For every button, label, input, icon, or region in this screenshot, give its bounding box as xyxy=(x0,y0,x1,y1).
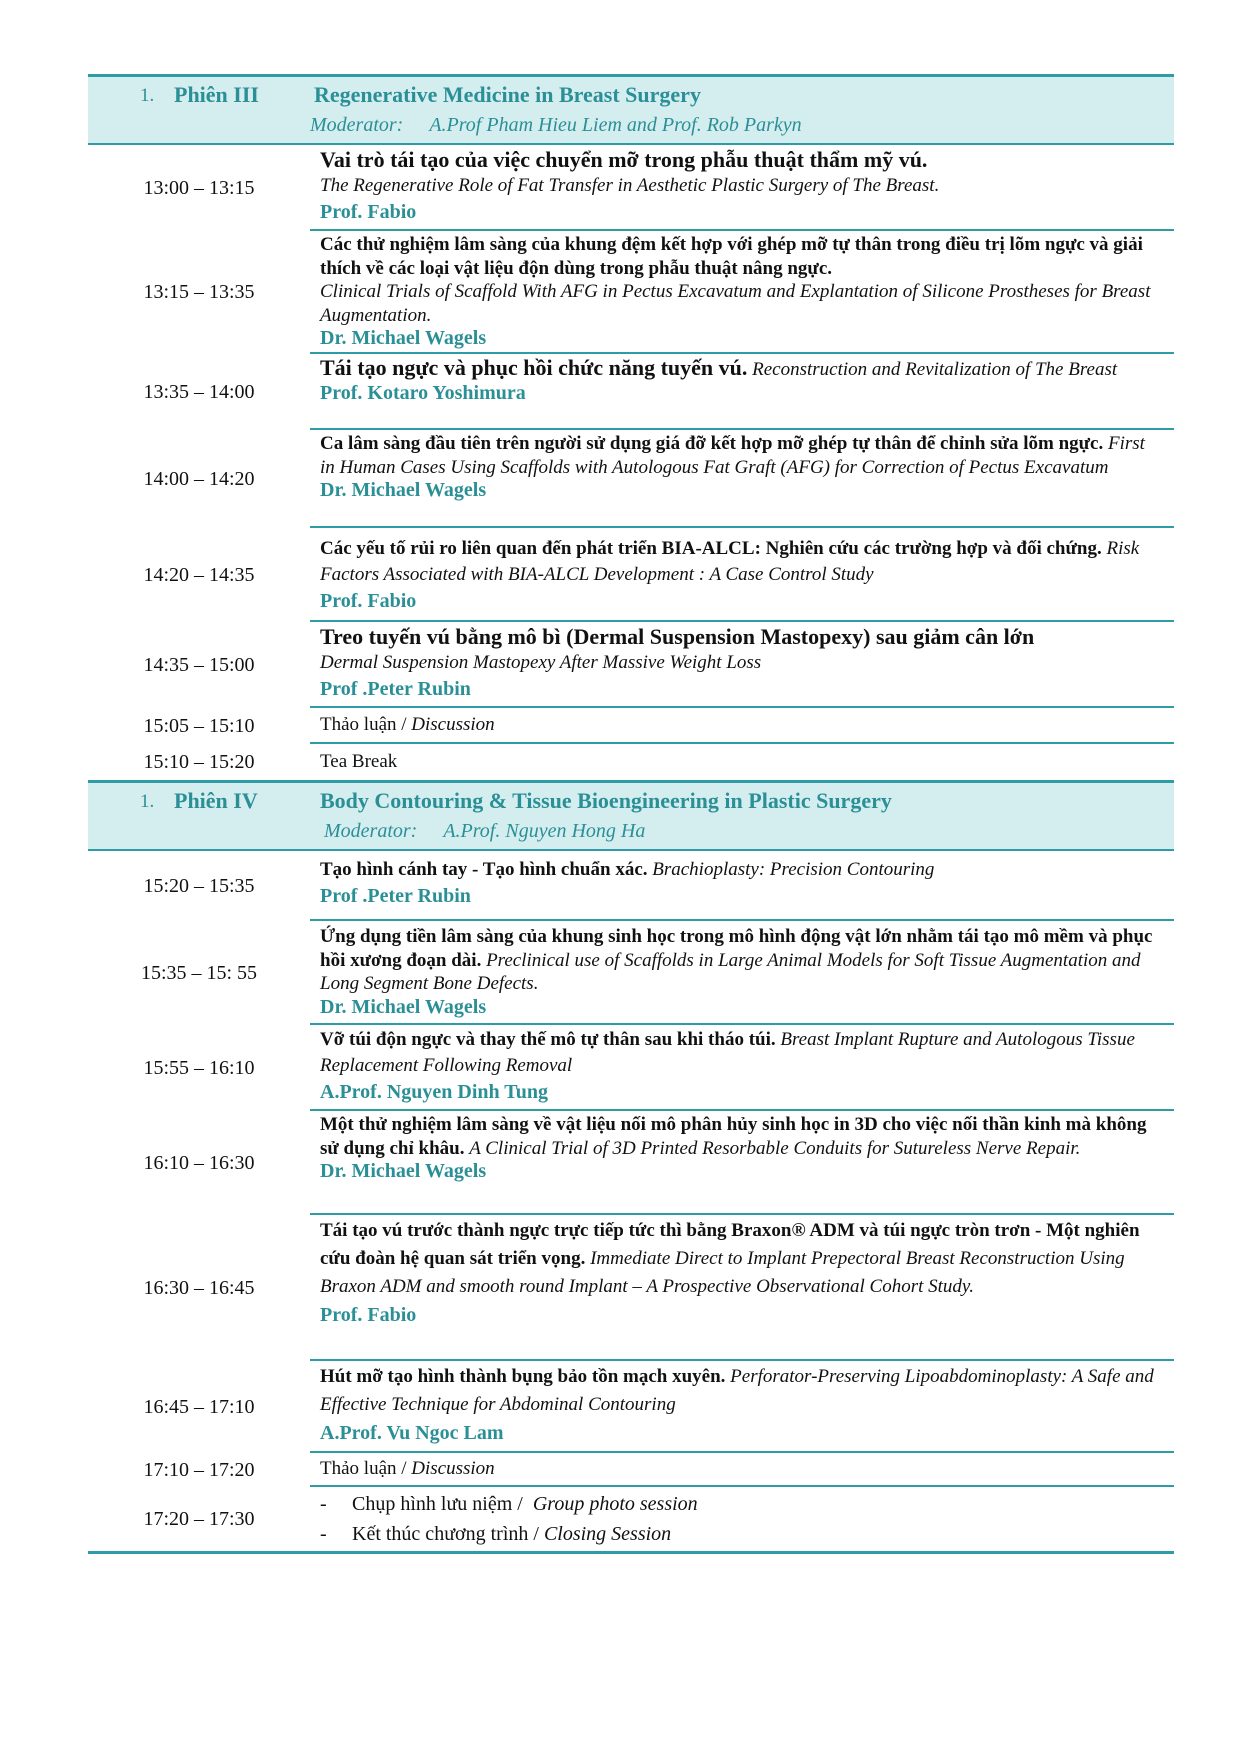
talk-time: 16:10 – 16:30 xyxy=(143,1151,255,1174)
talk-title-en: Reconstruction and Revitalization of The Breast xyxy=(752,359,1118,380)
session-header xyxy=(88,780,1174,851)
talk-speaker: Prof. Fabio xyxy=(320,590,417,612)
table-row xyxy=(88,354,1174,430)
talk-speaker: Dr. Michael Wagels xyxy=(320,479,487,501)
talk-time: 15:35 – 15: 55 xyxy=(140,961,258,984)
talk-time: 13:15 – 13:35 xyxy=(143,281,255,303)
closing-time: 17:20 – 17:30 xyxy=(143,1507,255,1530)
moderator-names: A.Prof. Nguyen Hong Ha xyxy=(443,820,646,842)
talk-time: 16:30 – 16:45 xyxy=(143,1276,255,1299)
table-row xyxy=(88,1215,1174,1361)
talk-time: 14:35 – 15:00 xyxy=(143,653,255,676)
discussion-cell xyxy=(310,708,1174,744)
table-row xyxy=(88,1111,1174,1215)
session-label: Phiên III xyxy=(174,82,259,107)
talk-title-en: Brachioplasty: Precision Contouring xyxy=(652,859,935,880)
moderator-label: Moderator: xyxy=(324,820,418,842)
closing-item-en: Closing Session xyxy=(543,1523,672,1545)
talk-title-en: Preclinical use of Scaffolds in Large Animal Models for Soft Tissue Augmentation and Long Segment Bone Defects. xyxy=(320,949,1141,994)
break-time: 15:10 – 15:20 xyxy=(143,750,255,773)
talk-time: 15:20 – 15:35 xyxy=(143,874,255,897)
talk-cell xyxy=(310,528,1174,622)
talk-title-en: Breast Implant Rupture and Autologous Tissue Replacement Following Removal xyxy=(320,1029,1135,1076)
talk-title-en: The Regenerative Role of Fat Transfer in Aesthetic Plastic Surgery of The Breast. xyxy=(320,175,940,196)
talk-time: 15:55 – 16:10 xyxy=(143,1056,255,1079)
program-schedule xyxy=(88,74,1174,1554)
table-row xyxy=(88,851,1174,921)
talk-speaker: A.Prof. Vu Ngoc Lam xyxy=(320,1422,504,1444)
talk-title-en: A Clinical Trial of 3D Printed Resorbable Conduits for Sutureless Nerve Repair. xyxy=(469,1137,1081,1159)
closing-item-en: Group photo session xyxy=(532,1493,698,1515)
closing-item-vi: Kết thúc chương trình / xyxy=(352,1523,539,1545)
talk-speaker: Prof. Fabio xyxy=(320,201,417,223)
talk-title-vi: Treo tuyến vú bằng mô bì (Dermal Suspension Mastopexy) sau giảm cân lớn xyxy=(320,624,1035,649)
table-row xyxy=(88,744,1174,780)
session-header xyxy=(88,74,1174,145)
table-row xyxy=(88,528,1174,622)
discussion-label-vi: Thảo luận / xyxy=(320,1458,407,1479)
talk-cell xyxy=(310,1361,1174,1453)
table-row xyxy=(88,1025,1174,1111)
talk-title-en: Dermal Suspension Mastopexy After Massive Weight Loss xyxy=(320,652,762,673)
talk-title-vi: Hút mỡ tạo hình thành bụng bảo tồn mạch xuyên. xyxy=(320,1366,726,1387)
table-row xyxy=(88,1487,1174,1554)
talk-time: 14:00 – 14:20 xyxy=(143,467,255,490)
moderator-names: A.Prof Pham Hieu Liem and Prof. Rob Parkyn xyxy=(429,114,802,136)
session-moderator xyxy=(324,820,645,843)
table-row xyxy=(88,430,1174,528)
talk-cell xyxy=(310,430,1174,528)
talk-title-en: Risk Factors Associated with BIA-ALCL Development : A Case Control Study xyxy=(320,538,1140,585)
talk-time: 16:45 – 17:10 xyxy=(143,1395,255,1418)
talk-speaker: A.Prof. Nguyen Dinh Tung xyxy=(320,1081,549,1103)
talk-title-vi: Vỡ túi độn ngực và thay thế mô tự thân sau khi tháo túi. xyxy=(320,1029,776,1050)
talk-speaker: Dr. Michael Wagels xyxy=(320,995,487,1018)
talk-title-vi: Tái tạo vú trước thành ngực trực tiếp tức thì bằng Braxon® ADM và túi ngực tròn trơn - Một nghiên cứu đoàn hệ quan sát triển vọng. xyxy=(320,1220,1140,1269)
talk-cell xyxy=(310,145,1174,231)
talk-cell xyxy=(310,851,1174,921)
talk-speaker: Prof. Fabio xyxy=(320,1304,417,1326)
session-title: Regenerative Medicine in Breast Surgery xyxy=(314,82,701,107)
talk-title-vi: Các yếu tố rủi ro liên quan đến phát triển BIA-ALCL: Nghiên cứu các trường hợp và đối chứng. xyxy=(320,538,1102,559)
closing-cell xyxy=(310,1487,1174,1551)
talk-title-en: Clinical Trials of Scaffold With AFG in Pectus Excavatum and Explantation of Silicone Prostheses for Breast Augmentation. xyxy=(320,281,1151,326)
talk-title-vi: Tạo hình cánh tay - Tạo hình chuẩn xác. xyxy=(320,859,648,880)
table-row xyxy=(88,921,1174,1025)
talk-title-vi: Vai trò tái tạo của việc chuyển mỡ trong phẫu thuật thẩm mỹ vú. xyxy=(320,147,928,172)
session-label: Phiên IV xyxy=(174,788,258,813)
list-item xyxy=(320,1489,1164,1519)
talk-title-vi: Tái tạo ngực và phục hồi chức năng tuyến vú. xyxy=(320,355,748,380)
talk-speaker: Dr. Michael Wagels xyxy=(320,1160,487,1182)
discussion-label-en: Discussion xyxy=(411,714,495,735)
discussion-cell xyxy=(310,1453,1174,1487)
talk-cell xyxy=(310,1215,1174,1361)
talk-speaker: Prof .Peter Rubin xyxy=(320,885,471,907)
talk-speaker: Prof .Peter Rubin xyxy=(320,678,471,700)
break-label: Tea Break xyxy=(320,751,398,772)
list-item xyxy=(320,1519,1164,1549)
talk-title-vi: Ứng dụng tiền lâm sàng của khung sinh học trong mô hình động vật lớn nhằm tái tạo mô mềm và phục hồi xương đoạn dài. xyxy=(320,926,1153,971)
table-row xyxy=(88,1361,1174,1453)
session-moderator xyxy=(310,114,802,137)
talk-time: 14:20 – 14:35 xyxy=(143,563,255,586)
talk-title-vi: Ca lâm sàng đầu tiên trên người sử dụng giá đỡ kết hợp mỡ ghép tự thân để chỉnh sửa lõm ngực. xyxy=(320,433,1104,454)
session-title: Body Contouring & Tissue Bioengineering in Plastic Surgery xyxy=(320,788,892,813)
table-row xyxy=(88,231,1174,354)
talk-title-en: Immediate Direct to Implant Prepectoral Breast Reconstruction Using Braxon ADM and smooth round Implant – A Prospective Observational Cohort Study. xyxy=(320,1248,1125,1297)
talk-time: 13:35 – 14:00 xyxy=(143,380,255,403)
talk-cell xyxy=(310,1025,1174,1111)
bullet-dash: - xyxy=(320,1523,327,1545)
talk-title-vi: Một thử nghiệm lâm sàng về vật liệu nối mô phân hủy sinh học in 3D cho việc nối thần kinh mà không sử dụng chỉ khâu. xyxy=(320,1114,1147,1159)
talk-speaker: Dr. Michael Wagels xyxy=(320,327,487,349)
talk-time: 13:00 – 13:15 xyxy=(143,176,255,199)
talk-cell xyxy=(310,1111,1174,1215)
talk-speaker: Prof. Kotaro Yoshimura xyxy=(320,381,526,404)
talk-title-en: First in Human Cases Using Scaffolds with Autologous Fat Graft (AFG) for Correction of Pectus Excavatum xyxy=(320,433,1145,478)
session-number: 1. xyxy=(140,791,155,812)
table-row xyxy=(88,708,1174,744)
talk-title-en: Perforator-Preserving Lipoabdominoplasty: A Safe and Effective Technique for Abdominal Contouring xyxy=(320,1366,1154,1415)
bullet-dash: - xyxy=(320,1493,327,1515)
table-row xyxy=(88,622,1174,708)
discussion-label-vi: Thảo luận / xyxy=(320,714,407,735)
discussion-time: 17:10 – 17:20 xyxy=(143,1458,255,1481)
talk-title-vi: Các thử nghiệm lâm sàng của khung đệm kết hợp với ghép mỡ tự thân trong điều trị lõm ngực và giải thích về các loại vật liệu độn dùng trong phẫu thuật nâng ngực. xyxy=(320,234,1143,279)
session-number: 1. xyxy=(140,85,155,106)
talk-cell xyxy=(310,921,1174,1025)
table-row xyxy=(88,145,1174,231)
talk-cell xyxy=(310,354,1174,430)
talk-cell xyxy=(310,231,1174,354)
moderator-label: Moderator: xyxy=(310,114,404,136)
closing-item-vi: Chụp hình lưu niệm / xyxy=(352,1493,523,1515)
discussion-time: 15:05 – 15:10 xyxy=(143,714,255,737)
talk-cell xyxy=(310,622,1174,708)
discussion-label-en: Discussion xyxy=(411,1458,495,1479)
table-row xyxy=(88,1453,1174,1487)
